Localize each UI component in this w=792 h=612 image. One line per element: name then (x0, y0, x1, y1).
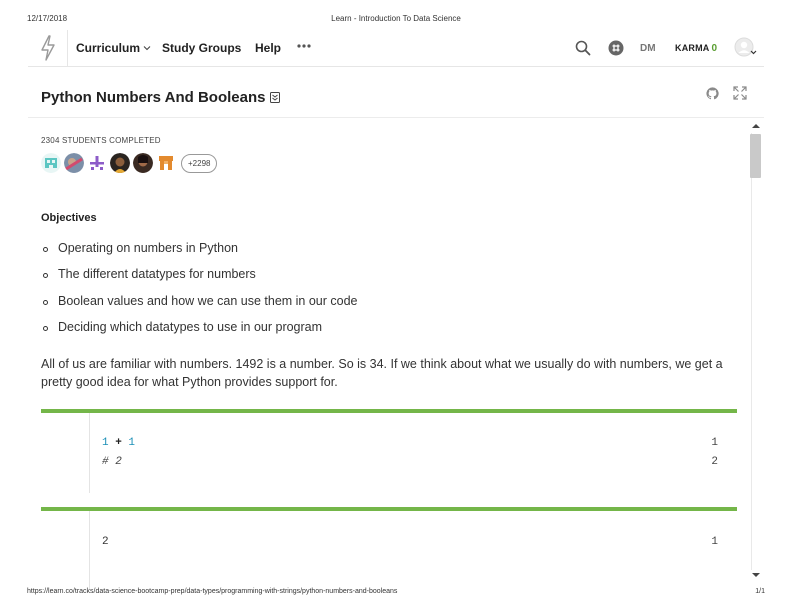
objectives-list (41, 241, 358, 346)
scroll-up-arrow-icon[interactable] (752, 123, 760, 129)
print-header (0, 14, 792, 26)
slack-button[interactable] (608, 30, 624, 66)
chevron-down-icon (751, 51, 756, 54)
print-footer (0, 588, 792, 600)
intro-paragraph: All of us are familiar with numbers. 1492 is a number. So is 34. If we think about what we usually do with numbers, we get a pretty good idea for what Python provides support for. (41, 357, 723, 389)
code-block-input (41, 409, 737, 493)
student-avatar[interactable] (133, 153, 153, 173)
content-scrollbar[interactable] (748, 119, 764, 584)
code-line: 1 + 1 (102, 437, 136, 449)
scroll-down-arrow-icon[interactable] (752, 572, 760, 578)
objectives-heading: Objectives (41, 212, 97, 224)
print-date: 12/17/2018 (27, 14, 68, 23)
line-number-gutter (41, 413, 90, 493)
karma-value: 0 (711, 42, 718, 54)
karma-label: KARMA 0 (675, 42, 718, 54)
student-avatar[interactable] (64, 153, 84, 173)
lesson-content (28, 119, 748, 589)
avatar (734, 37, 758, 59)
code-line: 2 (102, 536, 109, 548)
code-block-output (41, 507, 737, 589)
list-item: Boolean values and how we can use them in our code (41, 294, 358, 320)
lesson-title-bar (28, 80, 764, 118)
nav-curriculum[interactable] (76, 41, 151, 55)
student-avatar[interactable] (41, 153, 61, 173)
nav-more-button[interactable] (297, 43, 311, 49)
student-avatar[interactable] (156, 153, 176, 173)
student-avatars (41, 153, 217, 173)
nav-help-label: Help (255, 41, 282, 55)
home-logo-link[interactable] (28, 30, 68, 66)
lesson-title: Python Numbers And Booleans (41, 89, 266, 106)
line-number: 1 (711, 437, 718, 449)
search-button[interactable] (575, 30, 591, 66)
user-menu-button[interactable] (734, 30, 758, 66)
scroll-thumb[interactable] (750, 134, 761, 178)
chevron-down-icon (143, 45, 151, 51)
print-page-number: 1/1 (755, 588, 765, 595)
direct-messages-button[interactable] (640, 30, 656, 66)
list-item: The different datatypes for numbers (41, 267, 358, 293)
student-avatar[interactable] (110, 153, 130, 173)
page-title (41, 89, 280, 106)
scroll-track[interactable] (751, 133, 762, 570)
search-icon (575, 40, 591, 56)
lightning-bolt-icon (39, 35, 57, 61)
github-icon (706, 87, 719, 100)
expand-icon (733, 86, 747, 100)
fullscreen-button[interactable] (733, 86, 747, 105)
line-number-gutter (41, 511, 90, 589)
students-completed: 2304 STUDENTS COMPLETED (41, 136, 161, 145)
nav-help[interactable] (255, 41, 281, 55)
list-item: Deciding which datatypes to use in our program (41, 320, 358, 346)
code-line: # 2 (102, 456, 122, 468)
print-url: https://learn.co/tracks/data-science-bootcamp-prep/data-types/programming-with-strings/python-numbers-and-booleans (27, 588, 398, 595)
line-number: 1 (711, 536, 718, 548)
print-title: Learn - Introduction To Data Science (331, 14, 461, 23)
student-avatar[interactable] (87, 153, 107, 173)
more-students-badge[interactable]: +2298 (181, 154, 217, 173)
nav-study-groups-label: Study Groups (162, 41, 242, 55)
slack-icon (608, 40, 624, 56)
list-item: Operating on numbers in Python (41, 241, 358, 267)
line-number: 2 (711, 456, 718, 468)
dm-label: DM (640, 42, 656, 54)
more-dots-icon (297, 43, 311, 49)
nav-curriculum-label: Curriculum (76, 41, 141, 55)
karma-indicator (675, 30, 717, 66)
lesson-type-icon (270, 92, 280, 103)
github-button[interactable] (706, 87, 719, 105)
top-navbar (28, 30, 764, 67)
nav-study-groups[interactable] (162, 41, 241, 55)
